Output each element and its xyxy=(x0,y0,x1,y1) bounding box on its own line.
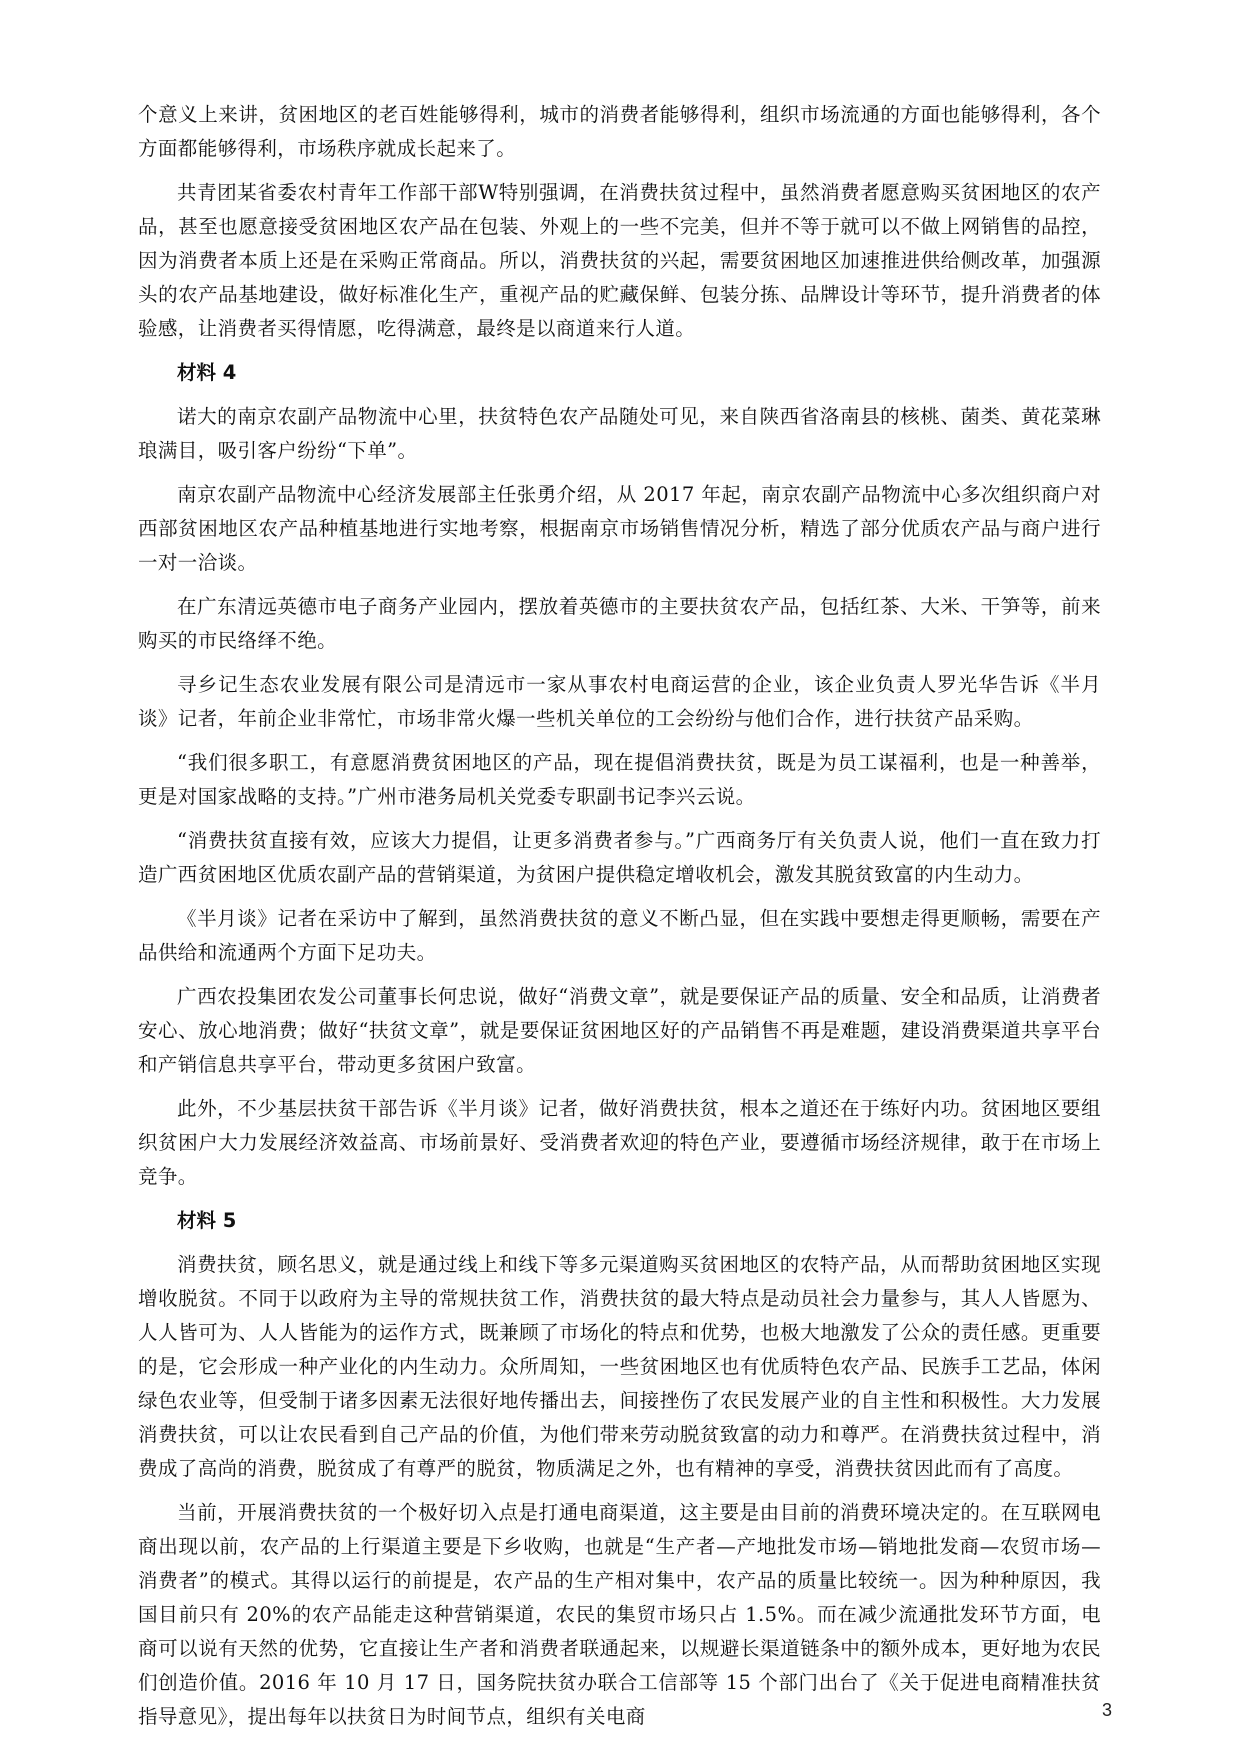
paragraph: 此外，不少基层扶贫干部告诉《半月谈》记者，做好消费扶贫，根本之道还在于练好内功。贫困地区要组织贫困户大力发展经济效益高、市场前景好、受消费者欢迎的特色产业，要遵循市场经济规律，敢于在市场上竞争。 xyxy=(138,1097,1101,1188)
paragraph: 《半月谈》记者在采访中了解到，虽然消费扶贫的意义不断凸显，但在实践中要想走得更顺畅，需要在产品供给和流通两个方面下足功夫。 xyxy=(138,907,1101,964)
paragraph: “消费扶贫直接有效，应该大力提倡，让更多消费者参与。”广西商务厅有关负责人说，他们一直在致力打造广西贫困地区优质农副产品的营销渠道，为贫困户提供稳定增收机会，激发其脱贫致富的内生动力。 xyxy=(138,829,1101,886)
paragraph: 当前，开展消费扶贫的一个极好切入点是打通电商渠道，这主要是由目前的消费环境决定的。在互联网电商出现以前，农产品的上行渠道主要是下乡收购，也就是“生产者—产地批发市场—销地批发商—农贸市场—消费者”的模式。其得以运行的前提是，农产品的生产相对集中，农产品的质量比较统一。因为种种原因，我国目前只有 20%的农产品能走这种营销渠道，农民的集贸市场只占 1.5%。而在减少流通批发环节方面，电商可以说有天然的优势，它直接让生产者和消费者联通起来，以规避长渠道链条中的额外成本，更好地为农民们创造价值。2016 年 10 月 17 日，国务院扶贫办联合工信部等 15 个部门出台了《关于促进电商精准扶贫指导意见》，提出每年以扶贫日为时间节点，组织有关电商 xyxy=(138,1501,1101,1728)
paragraph: 消费扶贫，顾名思义，就是通过线上和线下等多元渠道购买贫困地区的农特产品，从而帮助贫困地区实现增收脱贫。不同于以政府为主导的常规扶贫工作，消费扶贫的最大特点是动员社会力量参与，其人人皆愿为、人人皆可为、人人皆能为的运作方式，既兼顾了市场化的特点和优势，也极大地激发了公众的责任感。更重要的是，它会形成一种产业化的内生动力。众所周知，一些贫困地区也有优质特色农产品、民族手工艺品，体闲绿色农业等，但受制于诸多因素无法很好地传播出去，间接挫伤了农民发展产业的自主性和积极性。大力发展消费扶贫，可以让农民看到自己产品的价值，为他们带来劳动脱贫致富的动力和尊严。在消费扶贫过程中，消费成了高尚的消费，脱贫成了有尊严的脱贫，物质满足之外，也有精神的享受，消费扶贫因此而有了高度。 xyxy=(138,1253,1101,1480)
paragraph: 在广东清远英德市电子商务产业园内，摆放着英德市的主要扶贫农产品，包括红茶、大米、干笋等，前来购买的市民络绎不绝。 xyxy=(138,595,1101,652)
paragraph: 南京农副产品物流中心经济发展部主任张勇介绍，从 2017 年起，南京农副产品物流中心多次组织商户对西部贫困地区农产品种植基地进行实地考察，根据南京市场销售情况分析，精选了部分优质农产品与商户进行一对一洽谈。 xyxy=(138,483,1101,574)
paragraph: 寻乡记生态农业发展有限公司是清远市一家从事农村电商运营的企业，该企业负责人罗光华告诉《半月谈》记者，年前企业非常忙，市场非常火爆一些机关单位的工会纷纷与他们合作，进行扶贫产品采购。 xyxy=(138,673,1101,730)
paragraph: 广西农投集团农发公司董事长何忠说，做好“消费文章”，就是要保证产品的质量、安全和品质，让消费者安心、放心地消费；做好“扶贫文章”，就是要保证贫困地区好的产品销售不再是难题，建设消费渠道共享平台和产销信息共享平台，带动更多贫困户致富。 xyxy=(138,985,1101,1076)
section-heading-material-5: 材料 5 xyxy=(177,1209,237,1232)
paragraph: 诺大的南京农副产品物流中心里，扶贫特色农产品随处可见，来自陕西省洛南县的核桃、菌类、黄花菜琳琅满目，吸引客户纷纷“下单”。 xyxy=(138,405,1101,462)
paragraph: “我们很多职工，有意愿消费贫困地区的产品，现在提倡消费扶贫，既是为员工谋福利，也是一种善举，更是对国家战略的支持。”广州市港务局机关党委专职副书记李兴云说。 xyxy=(138,751,1101,808)
page-number: 3 xyxy=(1101,1700,1112,1720)
section-heading-material-4: 材料 4 xyxy=(177,361,237,384)
document-body xyxy=(138,98,1101,1744)
paragraph: 共青团某省委农村青年工作部干部W特别强调，在消费扶贫过程中，虽然消费者愿意购买贫困地区的农产品，甚至也愿意接受贫困地区农产品在包装、外观上的一些不完美，但并不等于就可以不做上网销售的品控，因为消费者本质上还是在采购正常商品。所以，消费扶贫的兴起，需要贫困地区加速推进供给侧改革，加强源头的农产品基地建设，做好标准化生产，重视产品的贮藏保鲜、包装分拣、品牌设计等环节，提升消费者的体验感，让消费者买得情愿，吃得满意，最终是以商道来行人道。 xyxy=(138,181,1101,340)
paragraph-continued: 个意义上来讲，贫困地区的老百姓能够得利，城市的消费者能够得利，组织市场流通的方面也能够得利，各个方面都能够得利，市场秩序就成长起来了。 xyxy=(138,103,1101,160)
